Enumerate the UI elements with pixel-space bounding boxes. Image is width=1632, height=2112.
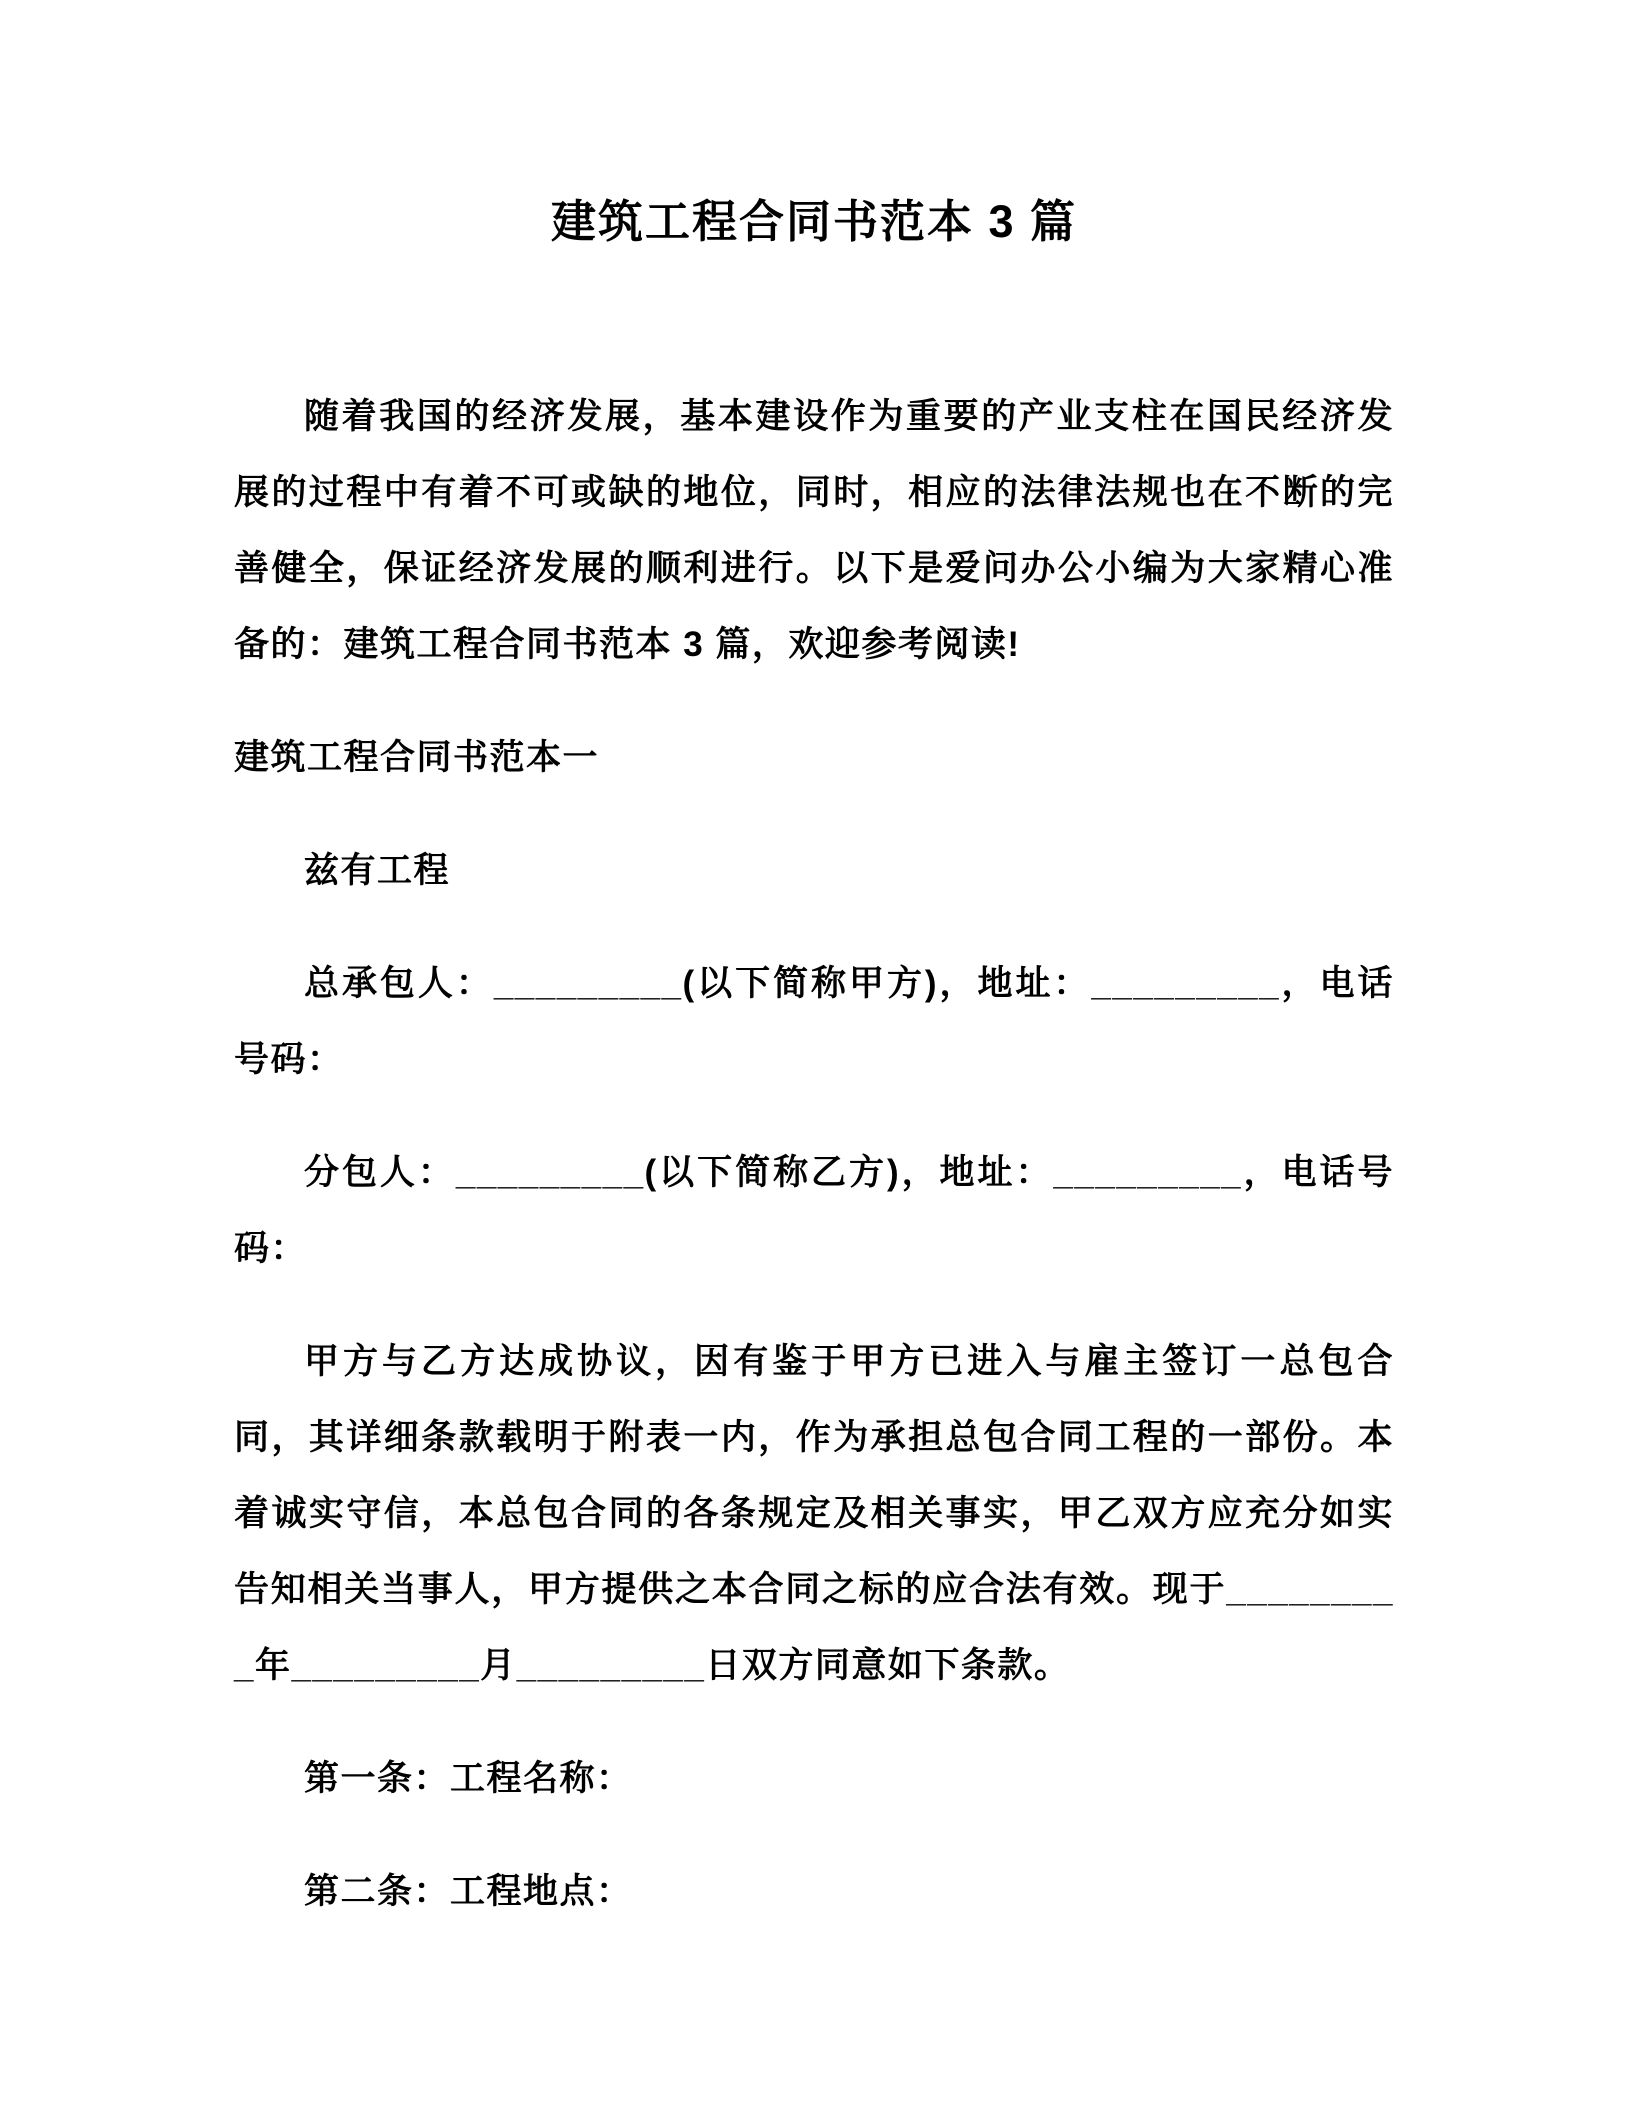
paragraph-subcontractor: 分包人：_________(以下简称乙方)，地址：_________，电话号码：: [234, 1153, 1394, 1268]
section-heading-template-one: 建筑工程合同书范本一: [234, 738, 600, 777]
document-title: 建筑工程合同书范本 3 篇: [550, 196, 1078, 247]
paragraph-clause-two: 第二条：工程地点：: [304, 1872, 633, 1911]
paragraph-agreement-body: 甲方与乙方达成协议，因有鉴于甲方已进入与雇主签订一总包合同，其详细条款载明于附表一内，作为承担总包合同工程的一部份。本着诚实守信，本总包合同的各条规定及相关事实，甲乙双方应充分如实告知相关当事人，甲方提供之本合同之标的应合法有效。现于_________年_________月_________日双方同意如下条款。: [234, 1342, 1394, 1685]
paragraph-project-intro: 兹有工程: [304, 851, 451, 890]
paragraph-general-contractor: 总承包人：_________(以下简称甲方)，地址：_________，电话号码：: [234, 964, 1394, 1079]
intro-paragraph: 随着我国的经济发展，基本建设作为重要的产业支柱在国民经济发展的过程中有着不可或缺的地位，同时，相应的法律法规也在不断的完善健全，保证经济发展的顺利进行。以下是爱问办公小编为大家精心准备的：建筑工程合同书范本 3 篇，欢迎参考阅读!: [234, 397, 1394, 664]
paragraph-clause-one: 第一条：工程名称：: [304, 1759, 633, 1798]
